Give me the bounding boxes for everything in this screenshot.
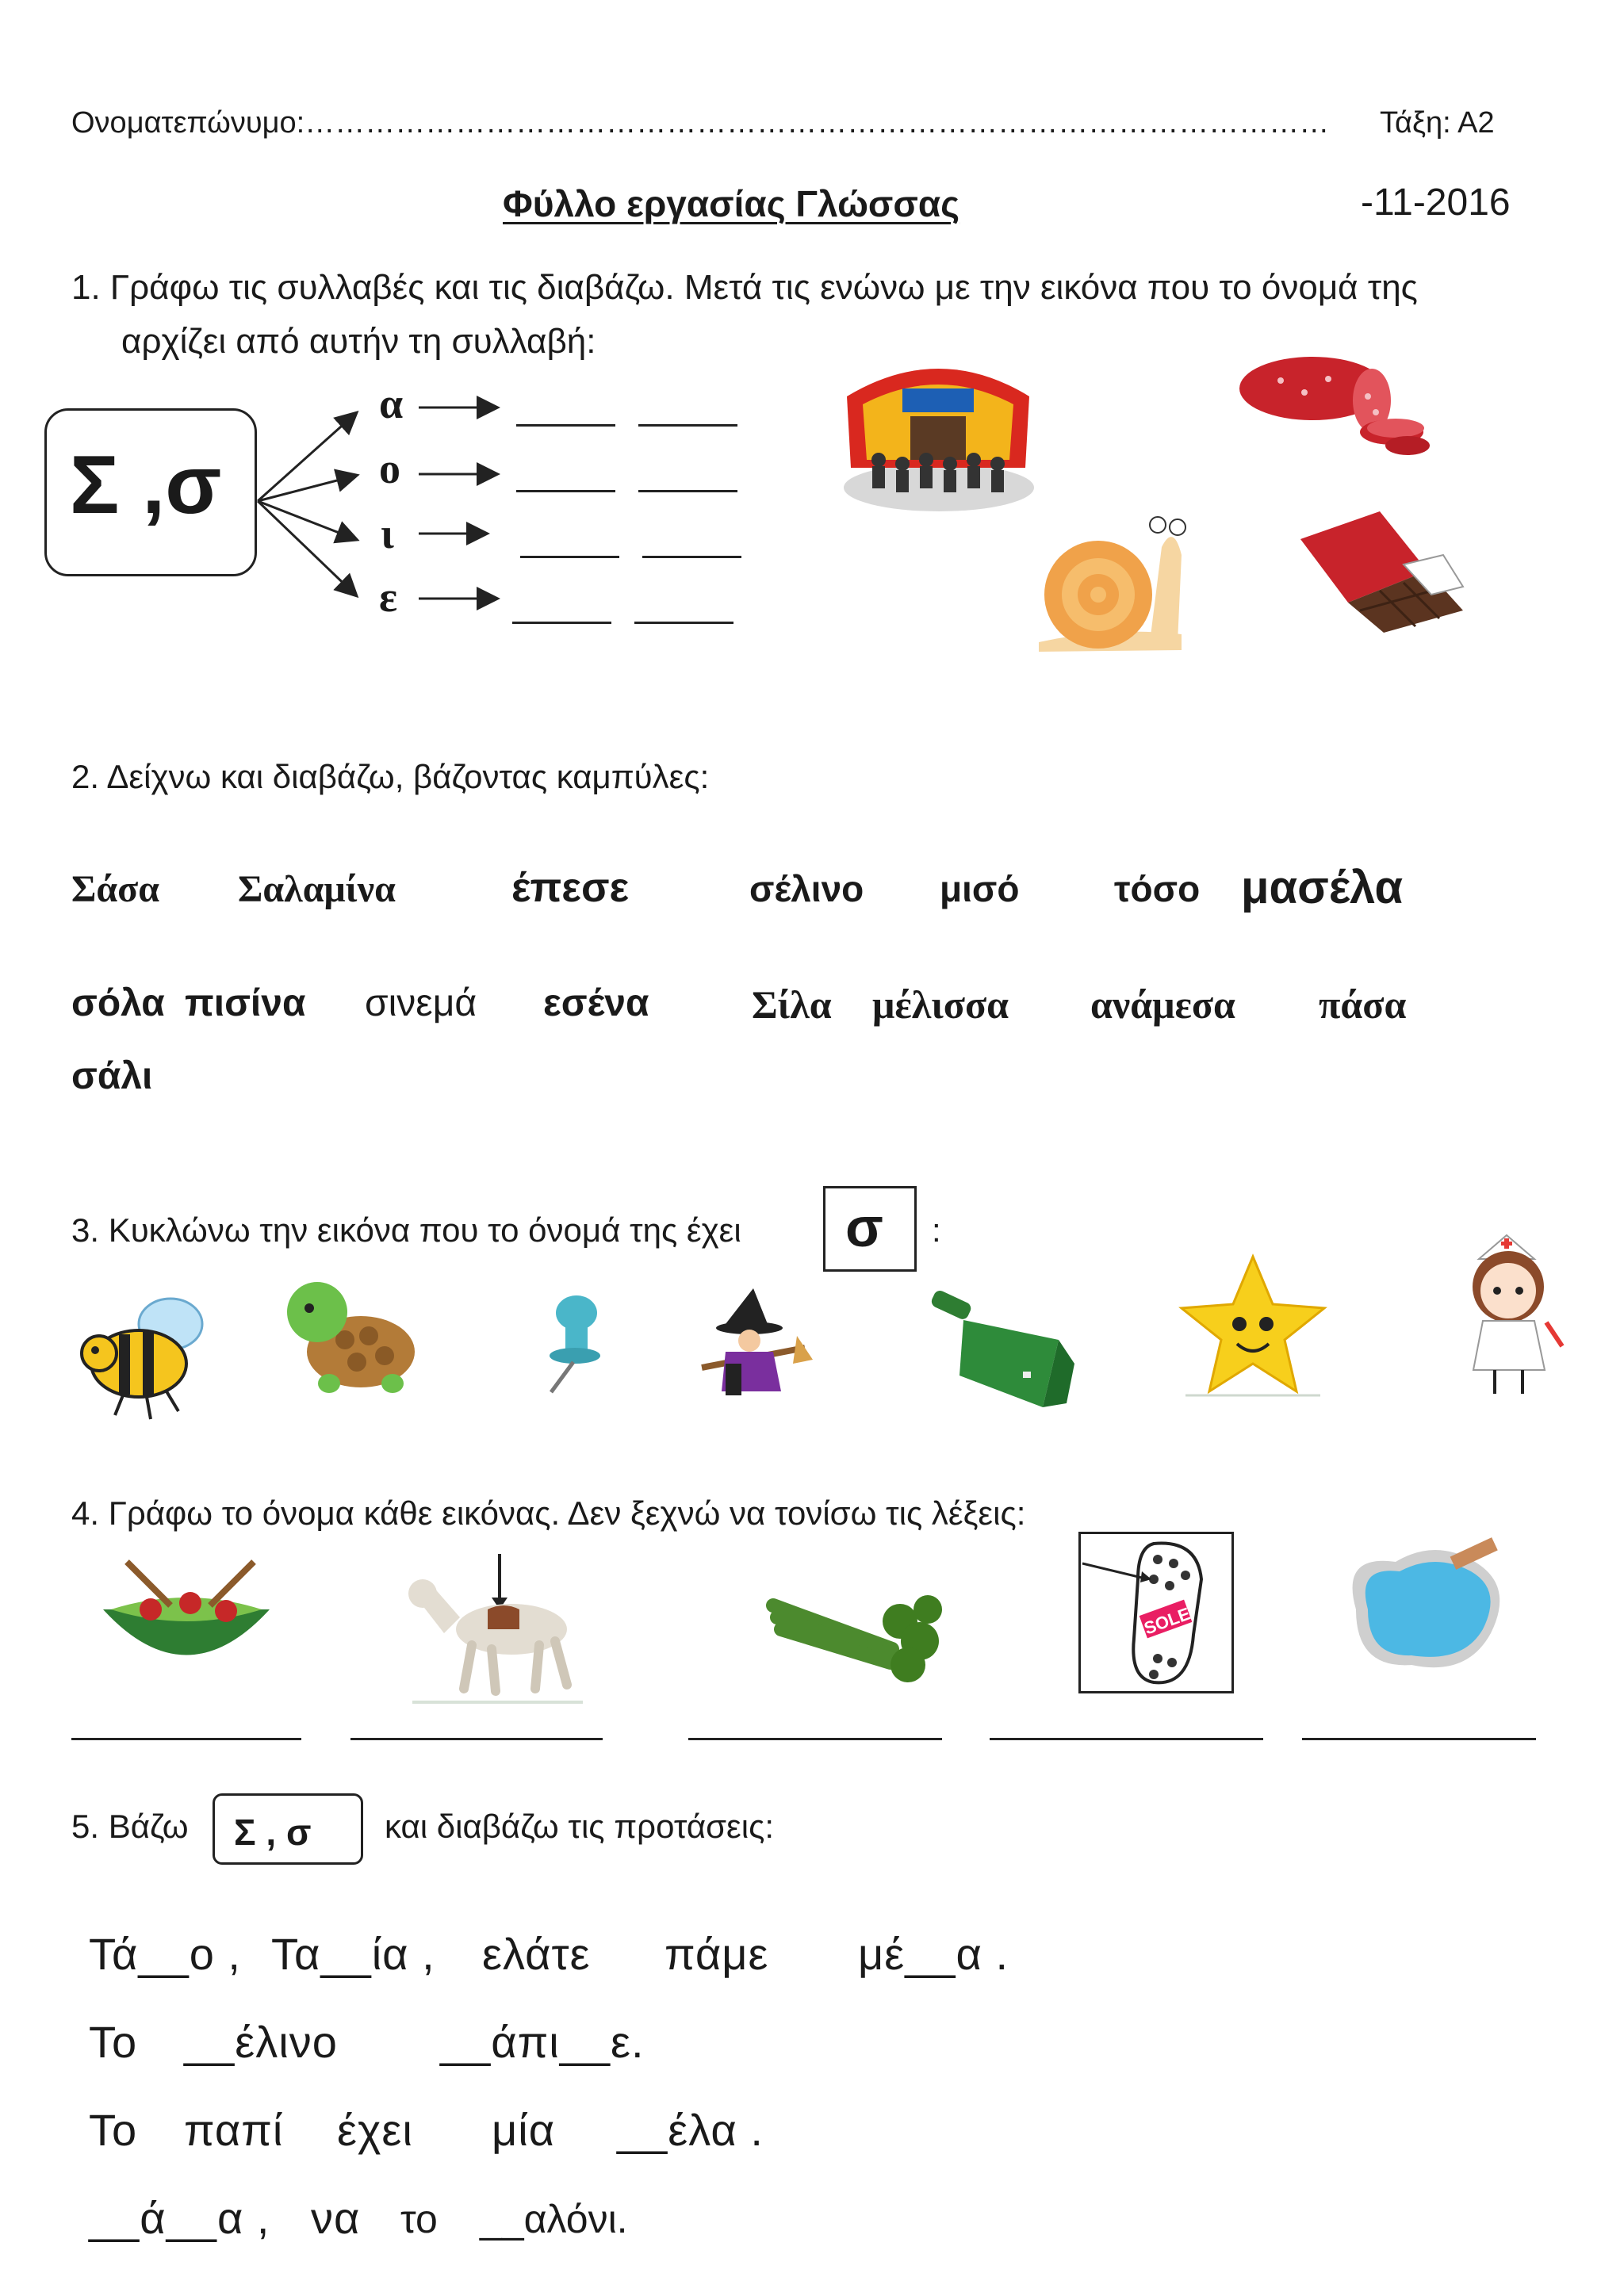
ex2-word: σέλινο [749, 868, 864, 909]
ex3-instruction: 3. Κυκλώνω την εικόνα που το όνομά της έχει [71, 1211, 741, 1249]
pushpin-image [527, 1291, 615, 1394]
ex1-blank [638, 424, 737, 427]
ex2-word: πισίνα [185, 982, 306, 1024]
ex1-blank [520, 556, 619, 558]
date-label: -11-2016 [1361, 182, 1511, 224]
ex5-instruction-prefix: 5. Βάζω [71, 1808, 189, 1845]
shoe-sole-label: SOLE [1141, 1603, 1193, 1639]
ex5-sentence-word: __αλόνι. [480, 2197, 628, 2241]
ex5-sentence-word: Τά__ο , [89, 1929, 241, 1979]
ex1-blank [634, 622, 733, 624]
pool-image [1324, 1530, 1519, 1681]
ex5-sentence-word: έχει [337, 2105, 413, 2155]
celery-image [757, 1574, 956, 1720]
ex5-sentence-word: __έλα . [617, 2105, 764, 2155]
star-image [1178, 1249, 1328, 1399]
ex5-sentence-word: παπί [184, 2105, 284, 2155]
bee-image [75, 1288, 218, 1423]
turtle-image [282, 1276, 420, 1395]
ex4-answer-blank[interactable] [1302, 1738, 1536, 1740]
ex2-word: Σάσα [71, 868, 160, 910]
ex5-sentence-word: πάμε [665, 1929, 769, 1979]
ex5-sentence-word: __έλινο [184, 2017, 338, 2067]
ex4-answer-blank[interactable] [71, 1738, 301, 1740]
ex5-sentence-word: Το [89, 2105, 138, 2155]
chocolate-image [1293, 507, 1475, 634]
ex1-letter-box-text: Σ ,σ [70, 439, 222, 531]
vowel-alpha: α [379, 380, 404, 427]
ex2-word: Σίλα [752, 982, 832, 1027]
ex5-sentence-word: μέ__α . [858, 1929, 1009, 1979]
vowel-omicron: ο [379, 445, 400, 492]
ex4-instruction: 4. Γράφω το όνομα κάθε εικόνας. Δεν ξεχνώ να τονίσω τις λέξεις: [71, 1494, 1026, 1532]
ex3-letter: σ [845, 1196, 883, 1258]
ex1-blank [516, 490, 615, 492]
ex5-sentence-word: __ά__α , [89, 2193, 270, 2243]
ex5-sentence-word: μία [492, 2105, 556, 2155]
ex5-sentence-word: __άπι__ε. [440, 2017, 645, 2067]
ex4-answer-blank[interactable] [688, 1738, 942, 1740]
ex1-blank [516, 424, 615, 427]
cinema-image [839, 341, 1039, 515]
vowel-epsilon: ε [379, 573, 398, 621]
ex2-word: σόλα [71, 982, 165, 1024]
witch-image [694, 1288, 813, 1407]
vowel-iota: ι [381, 510, 394, 557]
ex1-branch-arrows [0, 0, 793, 650]
ex2-word: ανάμεσα [1090, 982, 1235, 1027]
ex4-answer-blank[interactable] [990, 1738, 1263, 1740]
salad-image [95, 1554, 278, 1681]
salami-image [1233, 349, 1431, 460]
shoe-sole-image [1078, 1532, 1234, 1693]
ex2-word: σινεμά [365, 982, 477, 1024]
ex1-blank [642, 556, 741, 558]
ex5-sentence-word: να [311, 2193, 361, 2243]
ex2-word: μέλισσα [872, 982, 1009, 1027]
ex1-instruction-line2: αρχίζει από αυτήν τη συλλαβή: [121, 322, 596, 361]
saddle-horse-image [400, 1550, 591, 1709]
dustpan-image [928, 1288, 1078, 1415]
ex2-word: έπεσε [511, 865, 630, 911]
ex2-instruction: 2. Δείχνω και διαβάζω, βάζοντας καμπύλες: [71, 758, 710, 795]
ex5-sentence-word: Τα__ία , [271, 1929, 435, 1979]
ex4-answer-blank[interactable] [350, 1738, 603, 1740]
ex5-sentence-word: το [400, 2197, 438, 2241]
nurse-image [1451, 1227, 1570, 1402]
name-field-label: Ονοματεπώνυμο:………………………………………………………………………………………… [71, 106, 1330, 140]
ex5-sentence-word: Το [89, 2017, 138, 2067]
ex1-instruction-line1: 1. Γράφω τις συλλαβές και τις διαβάζω. Μετά τις ενώνω με την εικόνα που το όνομά της [71, 268, 1418, 307]
ex5-sentence-word: ελάτε [482, 1929, 591, 1979]
ex2-word: εσένα [543, 982, 649, 1024]
ex1-blank [638, 490, 737, 492]
snail-image [1031, 507, 1189, 658]
ex2-word: Σαλαμίνα [238, 868, 396, 910]
class-label: Τάξη: Α2 [1380, 106, 1495, 140]
page-title: Φύλλο εργασίας Γλώσσας [503, 183, 960, 224]
ex2-word: τόσο [1114, 868, 1201, 909]
ex5-instruction-suffix: και διαβάζω τις προτάσεις: [385, 1808, 774, 1845]
ex2-word: μισό [940, 868, 1020, 909]
ex5-letter-box-text: Σ , σ [234, 1812, 312, 1853]
ex2-word: πάσα [1319, 982, 1407, 1027]
ex2-word: μασέλα [1241, 862, 1404, 913]
ex1-blank [512, 622, 611, 624]
ex2-word: σάλι [71, 1055, 153, 1097]
ex3-colon: : [932, 1211, 941, 1249]
